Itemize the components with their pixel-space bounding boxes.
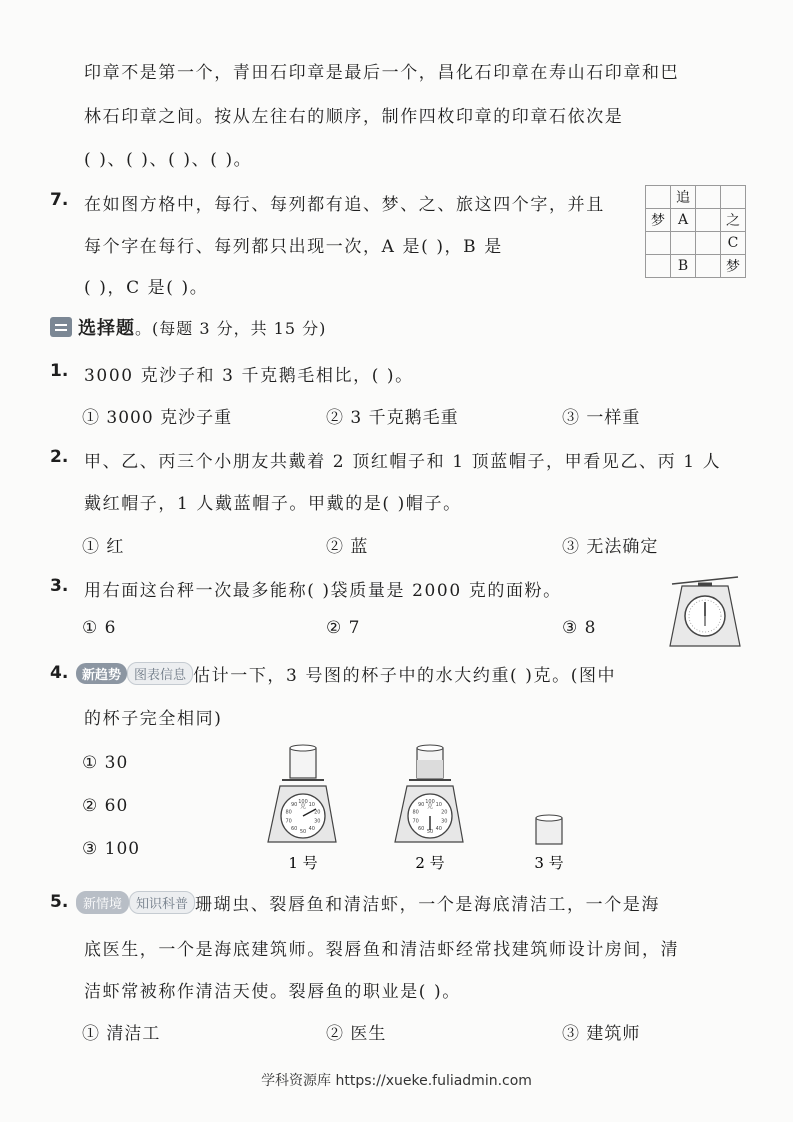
q4-line-2: 的杯子完全相同): [84, 709, 223, 729]
grid-cell: [696, 186, 721, 209]
dial-tick-label: 30: [441, 818, 448, 825]
grid-cell: [696, 232, 721, 255]
grid-cell: [646, 186, 671, 209]
dial-tick-label: 10: [308, 801, 315, 808]
cup-3-rim: [536, 815, 562, 821]
q5-option-1: ① 清洁工: [82, 1024, 161, 1044]
q2-line-2: 戴红帽子，1 人戴蓝帽子。甲戴的是( )帽子。: [84, 494, 462, 514]
q2-line-1: 甲、乙、丙三个小朋友共戴着 2 顶红帽子和 1 顶蓝帽子，甲看见乙、丙 1 人: [84, 452, 722, 472]
q4-figure: [260, 740, 580, 880]
scale-1-cup: [290, 748, 316, 778]
q1-option-3: ③ 一样重: [562, 408, 641, 428]
grid-cell: [696, 209, 721, 232]
dial-tick-label: 70: [412, 818, 419, 825]
dial-tick-label: 100: [298, 799, 308, 805]
dial-tick-label: 20: [314, 809, 321, 816]
scale-1-unit: 克: [299, 803, 307, 810]
intro-line-1: 印章不是第一个，青田石印章是最后一个，昌化石印章在寿山石印章和巴: [84, 63, 680, 83]
section-title: 选择题: [78, 318, 135, 339]
grid-cell: 梦: [721, 255, 746, 278]
q7-number: 7.: [50, 190, 69, 210]
q2-option-1: ① 红: [82, 537, 125, 557]
q4-scale-1: [268, 745, 336, 872]
q4-scale-2: [395, 745, 463, 872]
q5-option-3: ③ 建筑师: [562, 1024, 641, 1044]
q5-tag-science: 知识科普: [129, 891, 195, 914]
q2-option-2: ② 蓝: [326, 537, 369, 557]
q3-option-2: ② 7: [326, 618, 361, 638]
dial-tick-label: 40: [308, 826, 315, 833]
q2-option-3: ③ 无法确定: [562, 537, 659, 557]
dial-tick-label: 50: [426, 829, 434, 835]
dial-tick-label: 100: [425, 799, 435, 805]
footer-watermark: 学科资源库 https://xueke.fuliadmin.com: [261, 1073, 532, 1089]
grid-cell: B: [671, 255, 696, 278]
grid-cell: [646, 232, 671, 255]
grid-cell: 梦: [646, 209, 671, 232]
dial-tick-label: 40: [435, 826, 442, 833]
q5-option-2: ② 医生: [326, 1024, 387, 1044]
q3-line-1: 用右面这台秤一次最多能称( )袋质量是 2000 克的面粉。: [84, 581, 562, 601]
grid-cell: A: [671, 209, 696, 232]
q7-line-2: 每个字在每行、每列都只出现一次，A 是( )，B 是: [84, 237, 503, 257]
dial-tick-label: 10: [435, 801, 442, 808]
dial-tick-label: 20: [441, 809, 448, 816]
q5-line-3: 洁虾常被称作清洁天使。裂唇鱼的职业是( )。: [84, 982, 461, 1002]
q5-tag-scenario: 新情境: [76, 891, 129, 914]
section-two-icon: [50, 317, 72, 337]
q4-option-3: ③ 100: [82, 839, 141, 859]
scale-2-cup-rim: [417, 745, 443, 751]
intro-line-2: 林石印章之间。按从左往右的顺序，制作四枚印章的印章石依次是: [84, 107, 624, 127]
q1-line-1: 3000 克沙子和 3 千克鹅毛相比，( )。: [84, 366, 414, 386]
grid-cell: 追: [671, 186, 696, 209]
q3-option-3: ③ 8: [562, 618, 597, 638]
q7-line-1: 在如图方格中，每行、每列都有追、梦、之、旅这四个字，并且: [84, 195, 605, 215]
q4-cup-3: [534, 815, 563, 872]
q2-number: 2.: [50, 447, 69, 467]
grid-cell: [721, 186, 746, 209]
scale-1-cup-rim: [290, 745, 316, 751]
q1-option-2: ② 3 千克鹅毛重: [326, 408, 459, 428]
dial-tick-label: 90: [291, 801, 298, 808]
q3-number: 3.: [50, 576, 69, 596]
intro-line-3: ( )、( )、( )、( )。: [84, 150, 253, 170]
q5-line-2: 底医生，一个是海底建筑师。裂唇鱼和清洁虾经常找建筑师设计房间，清: [84, 940, 680, 960]
q1-number: 1.: [50, 361, 69, 381]
q5-text-1: 珊瑚虫、裂唇鱼和清洁虾，一个是海底清洁工，一个是海: [195, 895, 661, 915]
q7-grid: [645, 185, 746, 278]
scale-2-label: 2 号: [415, 854, 445, 872]
q4-tag-trend: 新趋势: [76, 663, 127, 684]
scale-2-water: [417, 760, 443, 778]
dial-tick-label: 60: [418, 826, 425, 833]
q4-tag-chart: 图表信息: [127, 662, 193, 685]
q4-option-2: ② 60: [82, 796, 129, 816]
scale-2-unit: 克: [426, 803, 434, 810]
dial-tick-label: 50: [299, 829, 307, 835]
q1-option-1: ① 3000 克沙子重: [82, 408, 233, 428]
dial-tick-label: 80: [412, 809, 419, 816]
dial-tick-label: 90: [418, 801, 425, 808]
cup-3-label: 3 号: [534, 854, 564, 872]
grid-cell: C: [721, 232, 746, 255]
grid-cell: [646, 255, 671, 278]
q5-number: 5.: [50, 892, 69, 912]
q7-line-3: ( )，C 是( )。: [84, 278, 209, 298]
grid-cell: 之: [721, 209, 746, 232]
q4-text-1: 估计一下，3 号图的杯子中的水大约重( )克。(图中: [193, 666, 617, 686]
dial-tick-label: 70: [285, 818, 292, 825]
q4-line-1: [76, 661, 616, 686]
q3-scale-figure: [664, 574, 746, 650]
cup-3-body: [536, 818, 562, 844]
q4-number: 4.: [50, 663, 69, 683]
grid-cell: [671, 232, 696, 255]
dial-tick-label: 30: [314, 818, 321, 825]
section-header: [50, 314, 326, 340]
grid-cell: [696, 255, 721, 278]
section-note: 。(每题 3 分，共 15 分): [135, 318, 327, 338]
q5-line-1: [76, 890, 660, 915]
dial-tick-label: 80: [285, 809, 292, 816]
q3-option-1: ① 6: [82, 618, 117, 638]
scale-1-label: 1 号: [288, 854, 318, 872]
q4-option-1: ① 30: [82, 753, 129, 773]
dial-tick-label: 60: [291, 826, 298, 833]
